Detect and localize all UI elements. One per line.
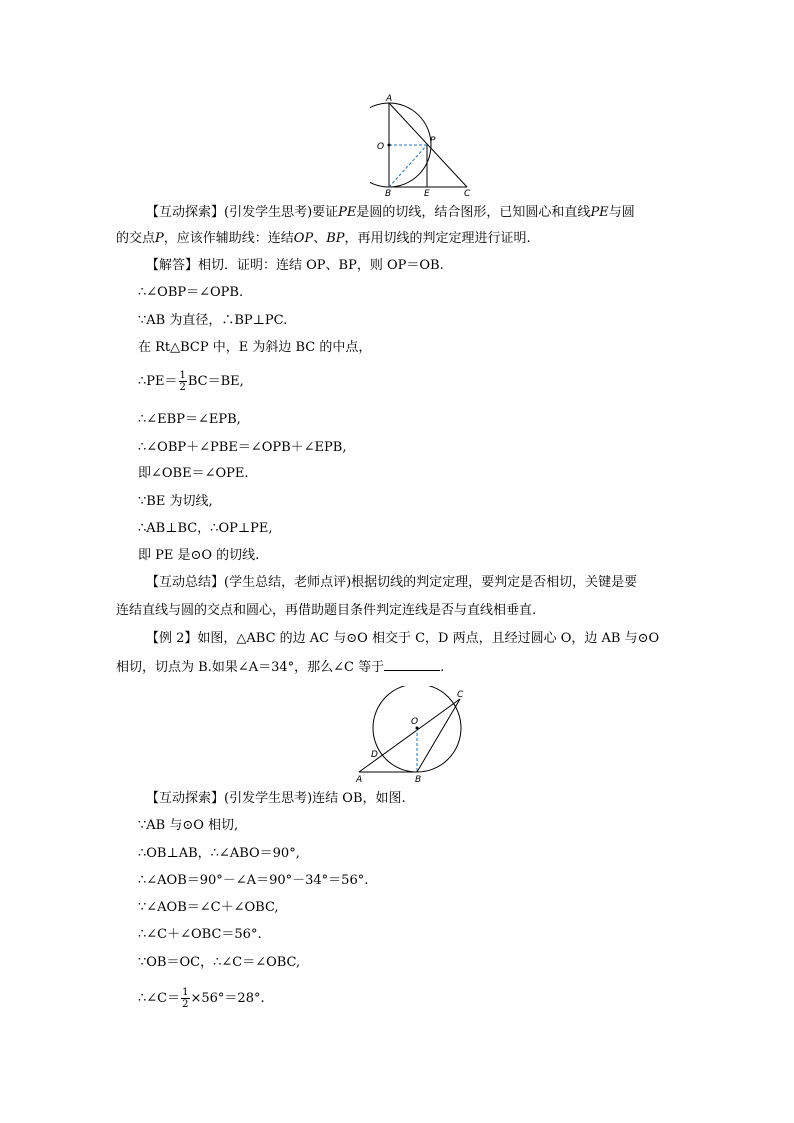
explore2-line4: ∴∠AOB＝90°－∠A＝90°－34°＝56°.	[138, 873, 369, 888]
explore1-p: P	[155, 231, 164, 246]
explore2-text-1: (引发学生思考)连结 OB，如图.	[224, 791, 406, 806]
fraction-num-2: 1	[182, 987, 189, 998]
figure-circle-tangent	[370, 92, 480, 196]
fraction-half	[179, 370, 187, 393]
answer-line7: ∴∠OBP＋∠PBE＝∠OPB＋∠EPB,	[138, 440, 347, 455]
explore1-pe-2: PE	[590, 205, 609, 220]
explore1-text-c: 与圆	[608, 205, 635, 220]
figure-triangle-circle	[353, 686, 473, 784]
answer-line3: ∵AB 为直径，∴BP⊥PC.	[138, 313, 288, 328]
example2-end: .	[440, 660, 445, 675]
explore2-line3: ∴OB⊥AB，∴∠ABO＝90°,	[138, 846, 300, 861]
fraction-half-2	[181, 987, 189, 1010]
answer-blank	[384, 658, 440, 671]
explore2-line5: ∵∠AOB＝∠C＋∠OBC,	[138, 900, 279, 915]
answer-line5	[138, 370, 244, 393]
point-o	[388, 144, 391, 147]
answer-tag: 【解答】	[146, 258, 199, 273]
explore2-line6: ∴∠C＋∠OBC＝56°.	[138, 927, 262, 942]
example2-line1	[146, 631, 659, 647]
explore2-line8	[138, 987, 265, 1010]
summary-tag: 【互动总结】	[146, 575, 225, 590]
dashed-bp	[389, 145, 427, 187]
example2-tag: 【例 2】	[146, 631, 198, 646]
summary-line2: 连结直线与圆的交点和圆心，再借助题目条件判定连线是否与直线相垂直.	[116, 603, 537, 618]
answer-l5-a: ∴PE＝	[138, 374, 178, 389]
answer-line6: ∴∠EBP＝∠EPB,	[138, 412, 241, 427]
label-b2: B	[415, 775, 422, 784]
example2-text-2: 相切，切点为 B.如果∠A＝34°，那么∠C 等于	[116, 660, 385, 675]
label-b: B	[385, 189, 392, 196]
label-o2: O	[411, 717, 419, 727]
explore1-text-e: ，应该作辅助线：连结	[163, 231, 294, 246]
explore2-line7: ∵OB＝OC，∴∠C＝∠OBC,	[138, 955, 301, 970]
example2-line2	[116, 658, 444, 676]
label-p: P	[430, 136, 436, 146]
line-bc2	[417, 699, 460, 772]
label-c2: C	[457, 690, 464, 700]
example2-text-1: 如图，△ABC 的边 AC 与⊙O 相交于 C，D 两点，且经过圆心 O，边 AB 与⊙O	[197, 631, 660, 646]
explore1-line2	[116, 231, 531, 247]
label-e: E	[424, 189, 430, 196]
answer-line8: 即∠OBE＝∠OPE.	[138, 466, 249, 481]
label-a2: A	[356, 775, 363, 784]
explore1-op: OP	[293, 231, 314, 246]
fraction-den-2: 2	[182, 999, 189, 1010]
explore2-l8-a: ∴∠C＝	[138, 991, 181, 1006]
answer-line2: ∴∠OBP＝∠OPB.	[138, 285, 244, 300]
answer-line9: ∵BE 为切线,	[138, 494, 213, 509]
explore1-line1	[146, 205, 635, 221]
answer-l5-b: BC＝BE,	[187, 374, 244, 389]
label-o: O	[377, 142, 385, 152]
explore1-text-b: 是圆的切线，结合图形，已知圆心和直线	[356, 205, 591, 220]
explore1-bp: BP	[326, 231, 345, 246]
fraction-num: 1	[179, 370, 186, 381]
explore1-text-a: (引发学生思考)要证	[224, 205, 339, 220]
answer-line10: ∴AB⊥BC，∴OP⊥PE,	[138, 521, 273, 536]
answer-line11: 即 PE 是⊙O 的切线.	[138, 548, 260, 563]
answer-line1	[146, 258, 444, 274]
explore1-text-f: ，再用切线的判定定理进行证明.	[344, 231, 531, 246]
label-a: A	[386, 94, 393, 104]
answer-text-1: 相切．证明：连结 OP、BP，则 OP＝OB.	[198, 258, 444, 273]
label-d2: D	[371, 750, 378, 760]
explore2-l8-b: ×56°＝28°.	[190, 991, 265, 1006]
answer-line4: 在 Rt△BCP 中，E 为斜边 BC 的中点，	[138, 340, 372, 355]
summary-text-1: (学生总结，老师点评)根据切线的判定定理，要判定是否相切，关键是要	[224, 575, 638, 590]
explore2-line2: ∵AB 与⊙O 相切,	[138, 818, 239, 833]
explore2-tag: 【互动探索】	[146, 791, 225, 806]
explore1-text-d: 的交点	[116, 231, 156, 246]
explore1-tag: 【互动探索】	[146, 205, 225, 220]
explore2-line1	[146, 791, 406, 807]
label-c: C	[464, 189, 471, 196]
explore1-pe: PE	[338, 205, 357, 220]
fraction-den: 2	[179, 382, 186, 393]
explore1-sep: 、	[313, 231, 327, 246]
summary-line1	[146, 575, 637, 591]
